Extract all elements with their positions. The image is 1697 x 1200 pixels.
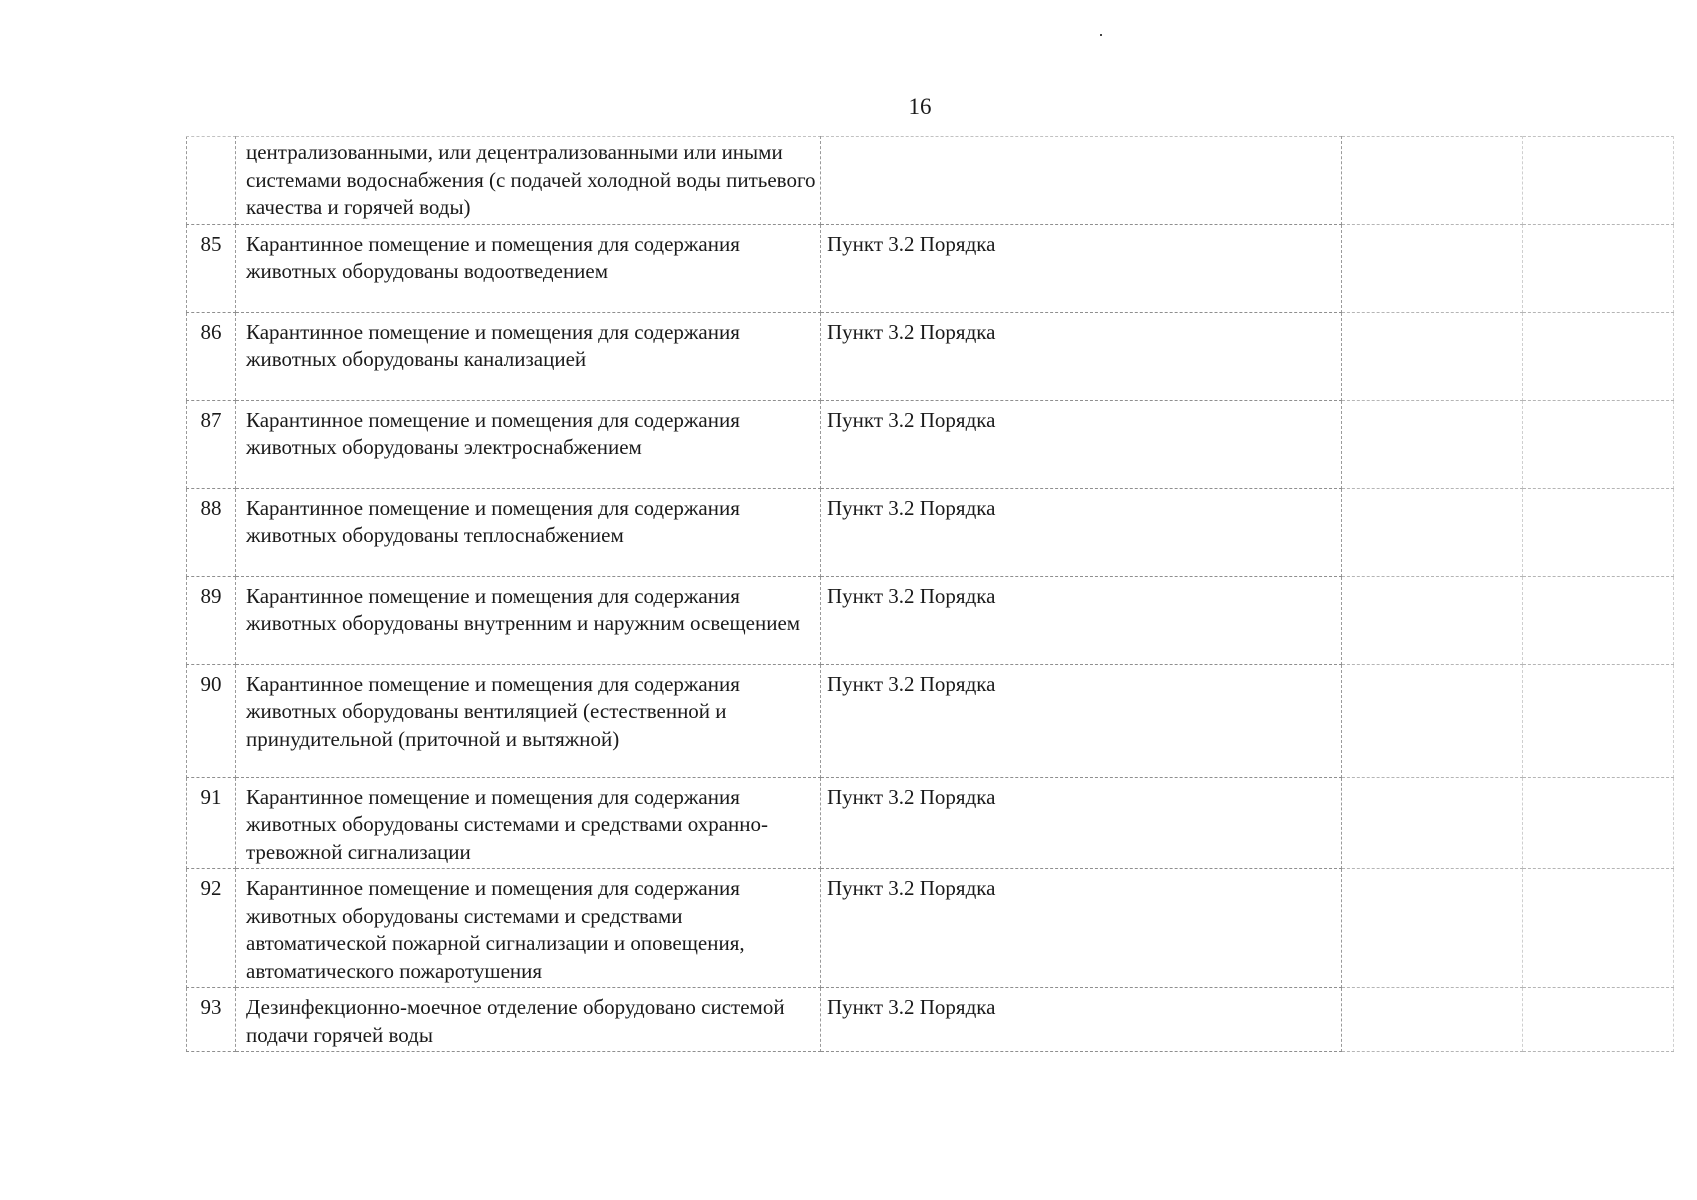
row-number-cell: [187, 137, 236, 225]
scan-speck: [1100, 34, 1102, 36]
reference-cell: Пункт 3.2 Порядка: [821, 869, 1342, 988]
requirement-cell: Карантинное помещение и помещения для содержания животных оборудованы системами и средствами автоматической пожарной сигнализации и оповещения, автоматического пожаротушения: [236, 869, 821, 988]
reference-cell: Пункт 3.2 Порядка: [821, 488, 1342, 576]
table-row: [187, 869, 1674, 988]
table-row: [187, 312, 1674, 400]
requirement-cell: Карантинное помещение и помещения для содержания животных оборудованы водоотведением: [236, 224, 821, 312]
row-number-cell: 87: [187, 400, 236, 488]
row-number-cell: 86: [187, 312, 236, 400]
requirement-cell: Карантинное помещение и помещения для содержания животных оборудованы канализацией: [236, 312, 821, 400]
reference-cell: Пункт 3.2 Порядка: [821, 224, 1342, 312]
table-row: [187, 777, 1674, 869]
note-cell: [1523, 400, 1674, 488]
row-number-cell: 90: [187, 664, 236, 777]
row-number-cell: 93: [187, 988, 236, 1052]
reference-cell: Пункт 3.2 Порядка: [821, 988, 1342, 1052]
requirement-cell: Карантинное помещение и помещения для содержания животных оборудованы вентиляцией (естественной и принудительной (приточной и вытяжной): [236, 664, 821, 777]
requirement-cell: Дезинфекционно-моечное отделение оборудовано системой подачи горячей воды: [236, 988, 821, 1052]
answer-cell: [1342, 224, 1523, 312]
note-cell: [1523, 777, 1674, 869]
answer-cell: [1342, 664, 1523, 777]
row-number-cell: 89: [187, 576, 236, 664]
answer-cell: [1342, 488, 1523, 576]
table-row: [187, 664, 1674, 777]
table-row: [187, 224, 1674, 312]
reference-cell: Пункт 3.2 Порядка: [821, 777, 1342, 869]
row-number-cell: 85: [187, 224, 236, 312]
page-number: 16: [908, 94, 932, 119]
note-cell: [1523, 869, 1674, 988]
note-cell: [1523, 488, 1674, 576]
answer-cell: [1342, 576, 1523, 664]
answer-cell: [1342, 137, 1523, 225]
answer-cell: [1342, 988, 1523, 1052]
reference-cell: Пункт 3.2 Порядка: [821, 576, 1342, 664]
requirements-table-body: [187, 137, 1674, 1052]
table-row: [187, 400, 1674, 488]
note-cell: [1523, 988, 1674, 1052]
reference-cell: Пункт 3.2 Порядка: [821, 312, 1342, 400]
answer-cell: [1342, 312, 1523, 400]
answer-cell: [1342, 869, 1523, 988]
note-cell: [1523, 137, 1674, 225]
requirements-table: [186, 136, 1674, 1052]
row-number-cell: 92: [187, 869, 236, 988]
row-number-cell: 88: [187, 488, 236, 576]
reference-cell: Пункт 3.2 Порядка: [821, 664, 1342, 777]
requirement-cell: Карантинное помещение и помещения для содержания животных оборудованы внутренним и наружним освещением: [236, 576, 821, 664]
note-cell: [1523, 664, 1674, 777]
requirement-cell: Карантинное помещение и помещения для содержания животных оборудованы теплоснабжением: [236, 488, 821, 576]
requirement-cell: централизованными, или децентрализованными или иными системами водоснабжения (с подачей холодной воды питьевого качества и горячей воды): [236, 137, 821, 225]
requirement-cell: Карантинное помещение и помещения для содержания животных оборудованы системами и средствами охранно-тревожной сигнализации: [236, 777, 821, 869]
reference-cell: Пункт 3.2 Порядка: [821, 400, 1342, 488]
table-row: [187, 576, 1674, 664]
table-row: [187, 988, 1674, 1052]
table-row-continued: [187, 137, 1674, 225]
answer-cell: [1342, 400, 1523, 488]
note-cell: [1523, 312, 1674, 400]
table-row: [187, 488, 1674, 576]
requirement-cell: Карантинное помещение и помещения для содержания животных оборудованы электроснабжением: [236, 400, 821, 488]
reference-cell: [821, 137, 1342, 225]
note-cell: [1523, 224, 1674, 312]
answer-cell: [1342, 777, 1523, 869]
row-number-cell: 91: [187, 777, 236, 869]
note-cell: [1523, 576, 1674, 664]
